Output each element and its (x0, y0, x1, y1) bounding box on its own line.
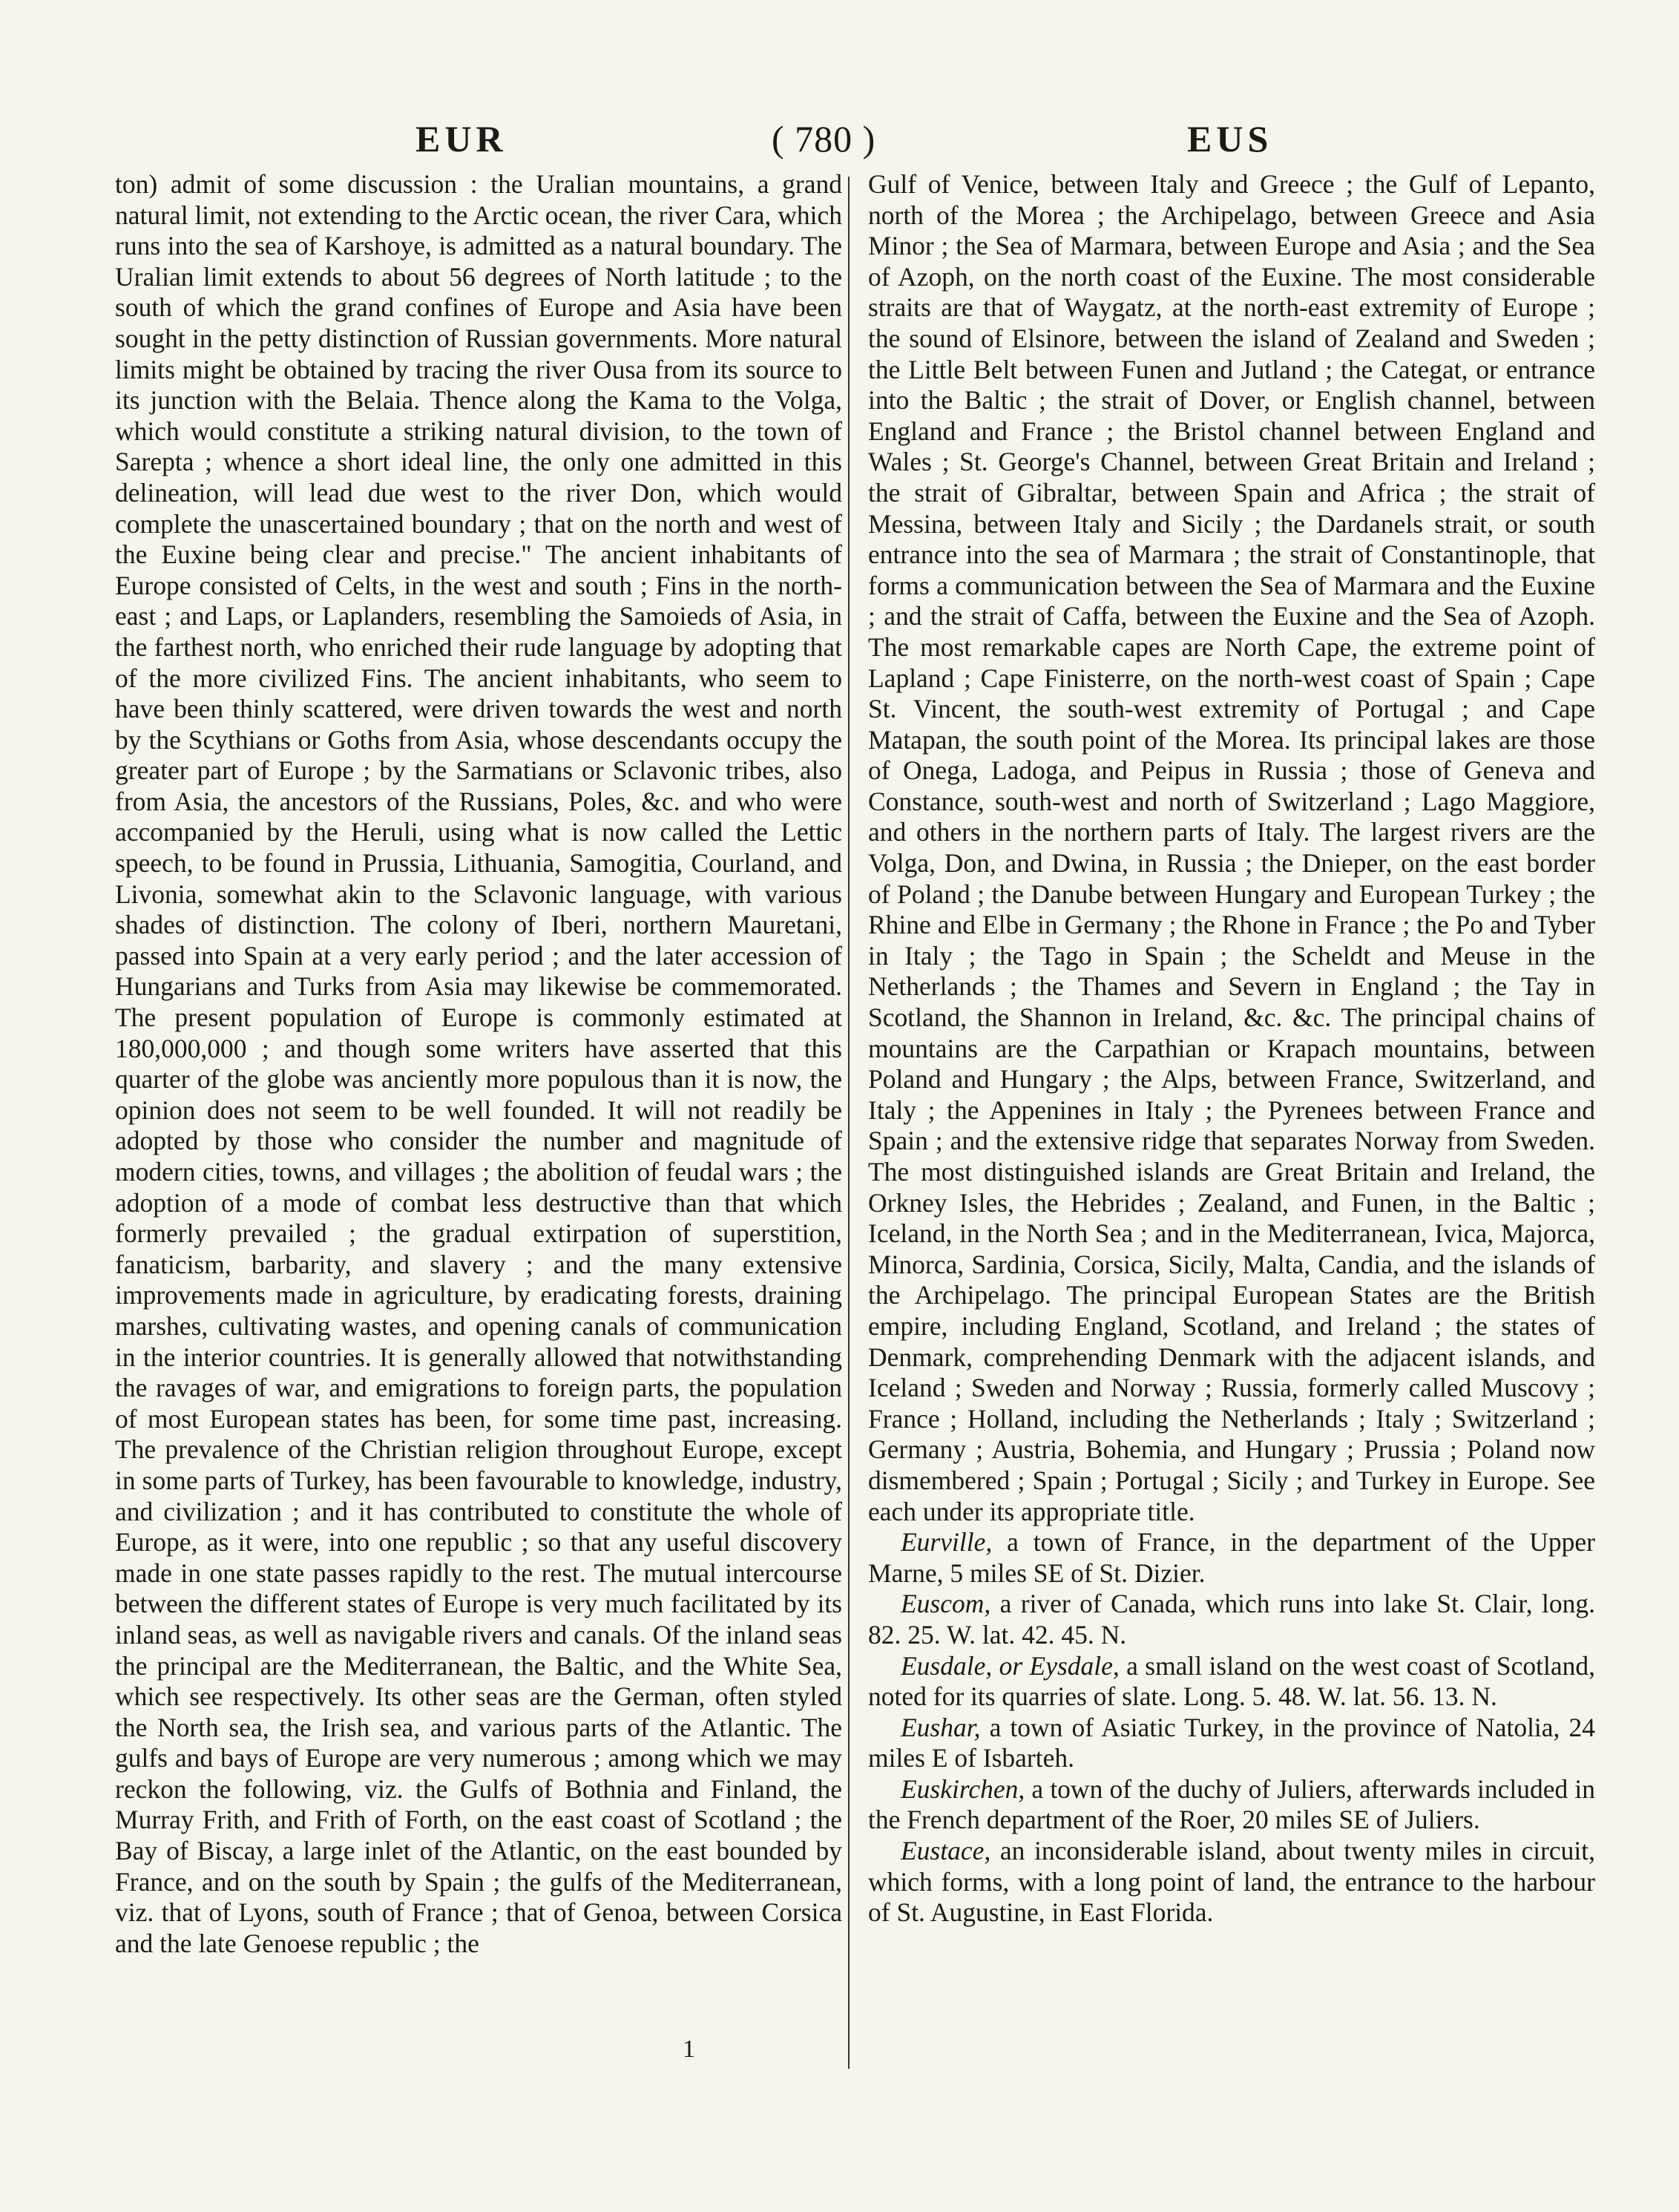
entry (868, 1589, 1595, 1650)
entry-headword: Eustace, (901, 1836, 991, 1866)
signature-mark: 1 (683, 2035, 695, 2063)
header-right-catchword: EUS (1187, 118, 1273, 160)
left-column-text: ton) admit of some discussion : the Uralian mountains, a grand natural limit, not extending to the Arctic ocean, the river Cara, which runs into the sea of Karshoye, is admitted as a natural boundary. The Uralian limit extends to about 56 degrees of North latitude ; to the south of which the grand confines of Europe and Asia have been sought in the petty distinction of Russian governments. More natural limits might be obtained by tracing the river Ousa from its source to its junction with the Belaia. Thence along the Kama to the Volga, which would constitute a striking natural division, to the town of Sarepta ; whence a short ideal line, the only one admitted in this delineation, will lead due west to the river Don, which would complete the unascertained boundary ; that on the north and west of the Euxine being clear and precise." The ancient inhabitants of Europe consisted of Celts, in the west and south ; Fins in the north-east ; and Laps, or Laplanders, resembling the Samoieds of Asia, in the farthest north, who enriched their rude language by adopting that of the more civilized Fins. The ancient inhabitants, who seem to have been thinly scattered, were driven towards the west and north by the Scythians or Goths from Asia, whose descendants occupy the greater part of Europe ; by the Sarmatians or Sclavonic tribes, also from Asia, the ancestors of the Russians, Poles, &c. and who were accompanied by the Heruli, using what is now called the Lettic speech, to be found in Prussia, Lithuania, Samogitia, Courland, and Livonia, somewhat akin to the Sclavonic language, with various shades of distinction. The colony of Iberi, northern Mauretani, passed into Spain at a very early period ; and the later accession of Hungarians and Turks from Asia may likewise be commemorated. The present population of Europe is commonly estimated at 180,000,000 ; and though some writers have asserted that this quarter of the globe was anciently more populous than it is now, the opinion does not seem to be well founded. It will not readily be adopted by those who consider the number and magnitude of modern cities, towns, and villages ; the abolition of feudal wars ; the adoption of a mode of combat less destructive than that which formerly prevailed ; the gradual extirpation of superstition, fanaticism, barbarity, and slavery ; and the many extensive improvements made in agriculture, by eradicating forests, draining marshes, cultivating wastes, and opening canals of communication in the interior countries. It is generally allowed that notwithstanding the ravages of war, and emigrations to foreign parts, the population of most European states has been, for some time past, increasing. The prevalence of the Christian religion throughout Europe, except in some parts of Turkey, has been favourable to knowledge, industry, and civilization ; and it has contributed to constitute the whole of Europe, as it were, into one republic ; so that any useful discovery made in one state passes rapidly to the rest. The mutual intercourse between the different states of Europe is very much facilitated by its inland seas, as well as navigable rivers and canals. Of the inland seas the principal are the Mediterranean, the Baltic, and the White Sea, which see respectively. Its other seas are the German, often styled the North sea, the Irish sea, and various parts of the Atlantic. The gulfs and bays of Europe are very numerous ; among which we may reckon the following, viz. the Gulfs of Bothnia and Finland, the Murray Frith, and Frith of Forth, on the east coast of Scotland ; the Bay of Biscay, a large inlet of the Atlantic, on the east bounded by France, and on the south by Spain ; the gulfs of the Mediterranean, viz. that of Lyons, south of France ; that of Genoa, between Corsica and the late Genoese republic ; the (115, 169, 842, 1958)
running-header (0, 117, 1679, 177)
right-column-continuation: Gulf of Venice, between Italy and Greece ; the Gulf of Lepanto, north of the Morea ; the Archipelago, between Greece and Asia Minor ; the Sea of Marmara, between Europe and Asia ; and the Sea of Azoph, on the north coast of the Euxine. The most considerable straits are that of Waygatz, at the north-east extremity of Europe ; the sound of Elsinore, between the island of Zealand and Sweden ; the Little Belt between Funen and Jutland ; the Categat, or entrance into the Baltic ; the strait of Dover, or English channel, between England and France ; the Bristol channel between England and Wales ; St. George's Channel, between Great Britain and Ireland ; the strait of Gibraltar, between Spain and Africa ; the strait of Messina, between Italy and Sicily ; the Dardanels strait, or south entrance into the sea of Marmara ; the strait of Constantinople, that forms a communication between the Sea of Marmara and the Euxine ; and the strait of Caffa, between the Euxine and the Sea of Azoph. The most remarkable capes are North Cape, the extreme point of Lapland ; Cape Finisterre, on the north-west coast of Spain ; Cape St. Vincent, the south-west extremity of Portugal ; and Cape Matapan, the south point of the Morea. Its principal lakes are those of Onega, Ladoga, and Peipus in Russia ; those of Geneva and Constance, south-west and north of Switzerland ; Lago Maggiore, and others in the northern parts of Italy. The largest rivers are the Volga, Don, and Dwina, in Russia ; the Dnieper, on the east border of Poland ; the Danube between Hungary and European Turkey ; the Rhine and Elbe in Germany ; the Rhone in France ; the Po and Tyber in Italy ; the Tago in Spain ; the Scheldt and Meuse in the Netherlands ; the Thames and Severn in England ; the Tay in Scotland, the Shannon in Ireland, &c. &c. The principal chains of mountains are the Carpathian or Krapach mountains, between Poland and Hungary ; the Alps, between France, Switzerland, and Italy ; the Appenines in Italy ; the Pyrenees between France and Spain ; and the extensive ridge that separates Norway from Sweden. The most distinguished islands are Great Britain and Ireland, the Orkney Isles, the Hebrides ; Zealand, and Funen, in the Baltic ; Iceland, in the North Sea ; and in the Mediterranean, Ivica, Majorca, Minorca, Sardinia, Corsica, Sicily, Malta, Candia, and the islands of the Archipelago. The principal European States are the British empire, including England, Scotland, and Ireland ; the states of Denmark, comprehending Denmark with the adjacent islands, and Iceland ; Sweden and Norway ; Russia, formerly called Muscovy ; France ; Holland, including the Netherlands ; Italy ; Switzerland ; Germany ; Austria, Bohemia, and Hungary ; Prussia ; Poland now dismembered ; Spain ; Portugal ; Sicily ; and Turkey in Europe. See each under its appropriate title. (868, 169, 1595, 1526)
page-number: ( 780 ) (772, 118, 876, 160)
entry (868, 1713, 1595, 1774)
entry-headword: Eushar, (901, 1712, 981, 1742)
entry-headword: Eusdale, or Eysdale, (901, 1650, 1120, 1681)
entry-headword: Euskirchen, (901, 1773, 1025, 1804)
entry (868, 1774, 1595, 1836)
right-column (868, 169, 1595, 1929)
column-divider (848, 177, 850, 2069)
entry (868, 1527, 1595, 1589)
entry (868, 1651, 1595, 1713)
entry-text: a small island on the west coast of Scotland, noted for its quarries of slate. Long. 5. 48. W. lat. 56. 13. N. (868, 1650, 1596, 1712)
entry-text: a town of the duchy of Juliers, afterwards included in the French department of the Roer, 20 miles SE of Juliers. (868, 1773, 1595, 1835)
entry-headword: Eurville, (901, 1527, 993, 1558)
entry (868, 1836, 1595, 1929)
entry-text: an inconsiderable island, about twenty miles in circuit, which forms, with a long point of land, the entrance to the harbour of St. Augustine, in East Florida. (868, 1836, 1595, 1928)
entry-text: a town of France, in the department of the Upper Marne, 5 miles SE of St. Dizier. (868, 1527, 1595, 1588)
entry-headword: Euscom, (901, 1589, 991, 1619)
entry-text: a river of Canada, which runs into lake St. Clair, long. 82. 25. W. lat. 42. 45. N. (868, 1589, 1595, 1650)
left-column (115, 169, 842, 1959)
header-left-catchword: EUR (415, 118, 507, 160)
entry-text: a town of Asiatic Turkey, in the province of Natolia, 24 miles E of Isbarteh. (868, 1712, 1595, 1773)
